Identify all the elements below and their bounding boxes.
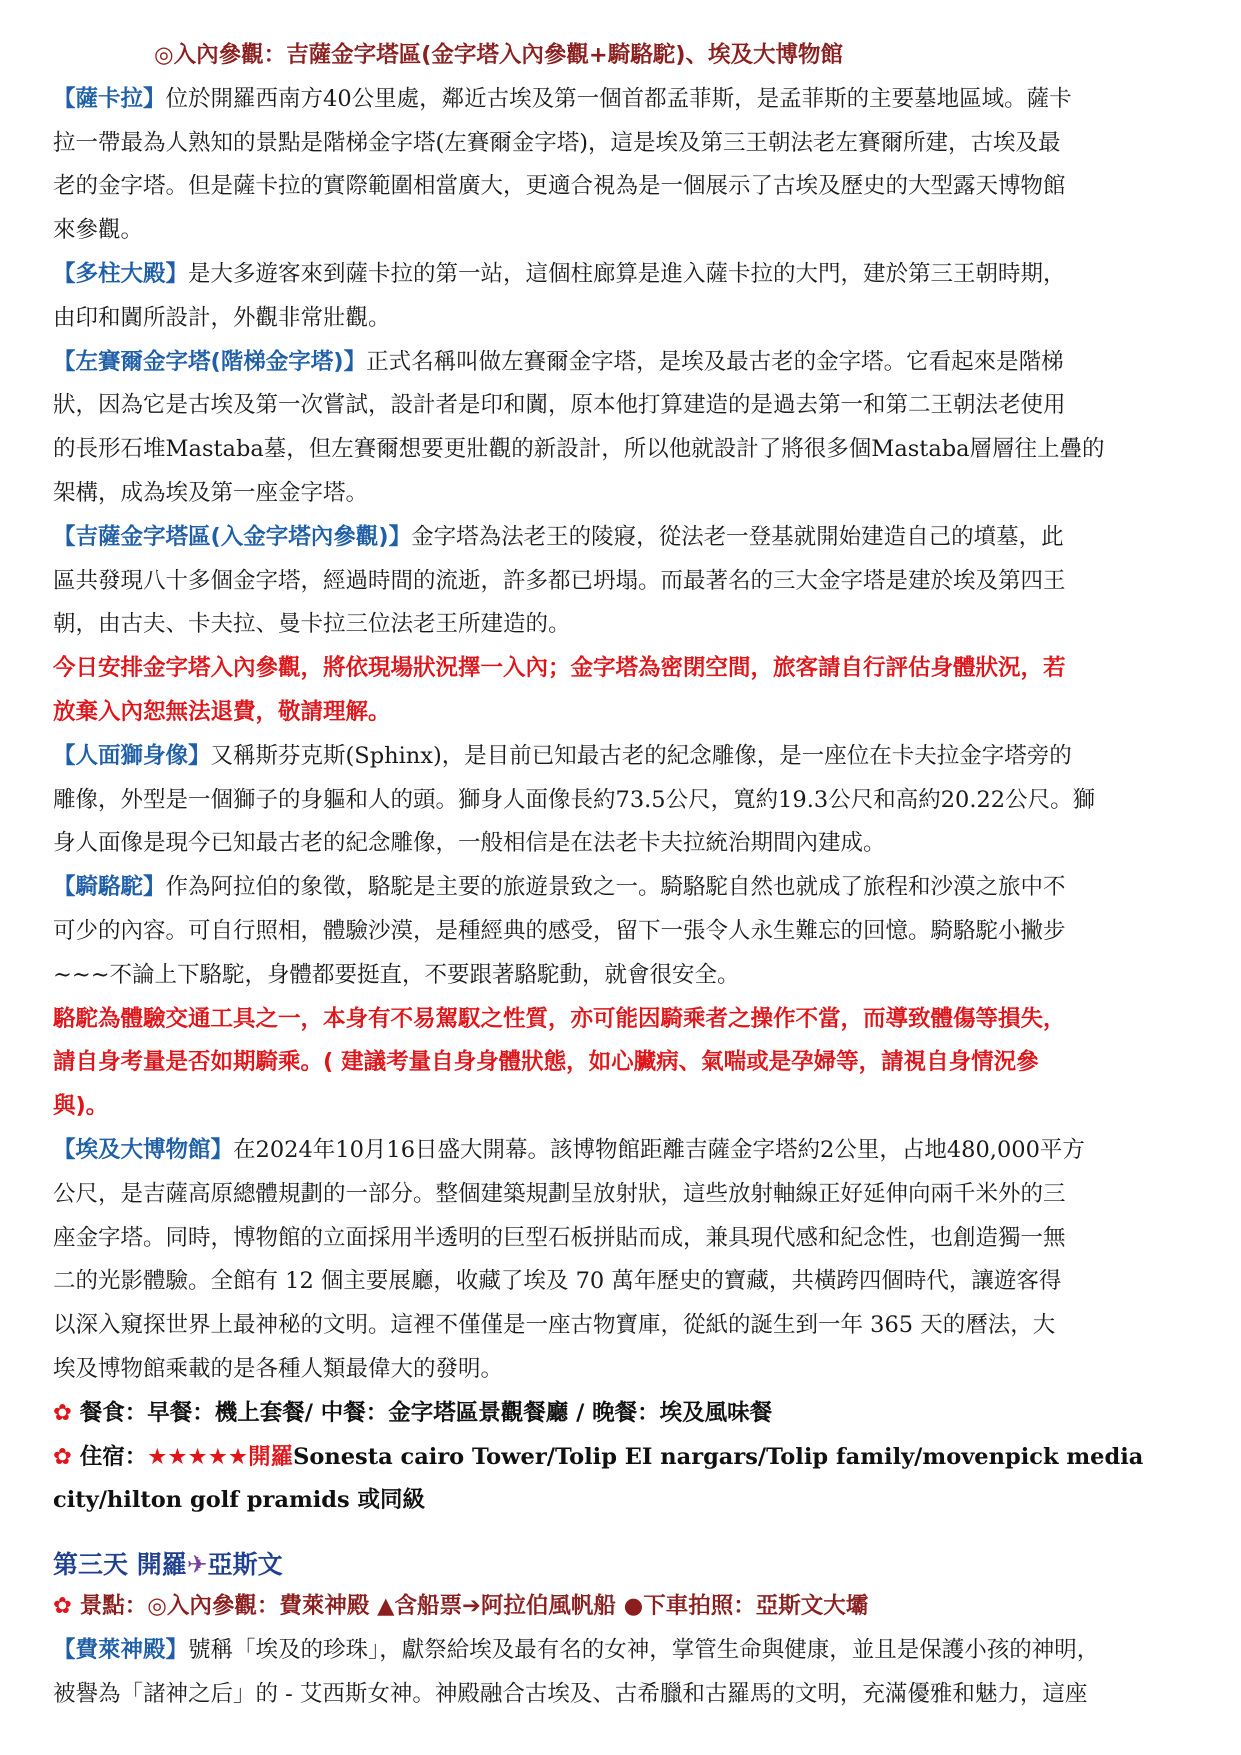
warning-line: 今日安排金字塔入內參觀，將依現場狀況擇一入內；金字塔為密閉空間，旅客請自行評估身體狀況，若: [53, 655, 1066, 682]
section-title: 【騎駱駝】: [53, 874, 166, 901]
text-line: 位於開羅西南方40公里處，鄰近古埃及第一個首都孟菲斯，是孟菲斯的主要墓地區域。薩卡: [165, 85, 1072, 112]
section-title: 【多柱大殿】: [53, 260, 189, 287]
day-3-title-prefix: 第三天 開羅: [53, 1550, 187, 1580]
text-line: 被譽為「諸神之后」的 - 艾西斯女神。神殿融合古埃及、古希臘和古羅馬的文明，充滿優雅和魅力，這座: [53, 1680, 1088, 1707]
text-line: 拉一帶最為人熟知的景點是階梯金字塔(左賽爾金字塔)，這是埃及第三王朝法老左賽爾所建，古埃及最: [53, 129, 1061, 156]
day-intro-heading: [53, 34, 1189, 78]
flower-icon: ✿: [53, 1399, 72, 1426]
section-title: 【吉薩金字塔區(入金字塔內參觀)】: [53, 523, 412, 550]
text-line: 作為阿拉伯的象徵，駱駝是主要的旅遊景致之一。騎駱駝自然也就成了旅程和沙漠之旅中不: [165, 874, 1066, 901]
spots-text: ◎入內參觀：費萊神殿 ▲含船票➔阿拉伯風帆船 ●下車拍照：亞斯文大壩: [147, 1593, 869, 1620]
section-title: 【費萊神殿】: [53, 1636, 189, 1663]
text-line: 二的光影體驗。全館有 12 個主要展廳，收藏了埃及 70 萬年歷史的寶藏，共橫跨四個時代，讓遊客得: [53, 1268, 1062, 1295]
day-3-title-suffix: 亞斯文: [207, 1550, 283, 1580]
text-line: 在2024年10月16日盛大開幕。該博物館距離吉薩金字塔約2公里，占地480,000平方: [233, 1136, 1085, 1163]
text-line: 座金字塔。同時，博物館的立面採用半透明的巨型石板拼貼而成，兼具現代感和紀念性，也創造獨一無: [53, 1224, 1066, 1251]
section-sphinx: [53, 735, 1189, 866]
text-line: 公尺，是吉薩高原總體規劃的一部分。整個建築規劃呈放射狀，這些放射軸線正好延伸向兩千米外的三: [53, 1180, 1066, 1207]
text-line: 朝，由古夫、卡夫拉、曼卡拉三位法老王所建造的。: [53, 611, 571, 638]
text-line: 以深入窺探世界上最神秘的文明。這裡不僅僅是一座古物寶庫，從紙的誕生到一年 365 天的曆法，大: [53, 1312, 1056, 1339]
text-line: 正式名稱叫做左賽爾金字塔，是埃及最古老的金字塔。它看起來是階梯: [366, 348, 1064, 375]
section-philae-temple: [53, 1629, 1189, 1717]
section-giza-pyramids: [53, 516, 1189, 735]
warning-line: 駱駝為體驗交通工具之一，本身有不易駕馭之性質，亦可能因騎乘者之操作不當，而導致體傷等損失，: [53, 1005, 1066, 1032]
text-line: 是大多遊客來到薩卡拉的第一站，這個柱廊算是進入薩卡拉的大門，建於第三王朝時期，: [188, 260, 1066, 287]
text-line: 埃及博物館乘載的是各種人類最偉大的發明。: [53, 1355, 504, 1382]
flower-icon: ✿: [53, 1593, 72, 1620]
intro-text: 入內參觀：吉薩金字塔區(金字塔入內參觀+騎駱駝)、埃及大博物館: [173, 42, 844, 68]
section-title: 【薩卡拉】: [53, 85, 166, 112]
text-line: 狀，因為它是古埃及第一次嘗試，設計者是印和闐，原本他打算建造的是過去第一和第二王朝法老使用: [53, 392, 1066, 419]
day-3-spots: [53, 1585, 1189, 1629]
text-line: 又稱斯芬克斯(Sphinx)，是目前已知最古老的紀念雕像，是一座位在卡夫拉金字塔旁的: [210, 742, 1072, 769]
meals-line: [53, 1392, 1189, 1436]
text-line: 身人面像是現今已知最古老的紀念雕像，一般相信是在法老卡夫拉統治期間內建成。: [53, 830, 886, 857]
text-line: 金字塔為法老王的陵寢，從法老一登基就開始建造自己的墳墓，此: [411, 523, 1064, 550]
hotel-list: Sonesta cairo Tower/Tolip EI nargars/Tolip family/movenpick media: [293, 1443, 1144, 1470]
hotel-label: 住宿：: [79, 1443, 148, 1470]
meals-text: 餐食：早餐：機上套餐/ 中餐：金字塔區景觀餐廳 / 晚餐：埃及風味餐: [79, 1399, 773, 1426]
airplane-icon: ✈: [186, 1550, 208, 1580]
text-line: 來參觀。: [53, 217, 144, 244]
intro-symbol: ◎: [154, 42, 174, 68]
section-title: 【人面獅身像】: [53, 742, 211, 769]
text-line: 架構，成為埃及第一座金字塔。: [53, 479, 369, 506]
hotel-city: 開羅: [248, 1443, 294, 1470]
section-hypostyle-hall: [53, 253, 1189, 341]
text-line: 老的金字塔。但是薩卡拉的實際範圍相當廣大，更適合視為是一個展示了古埃及歷史的大型露天博物館: [53, 173, 1066, 200]
warning-line: 放棄入內恕無法退費，敬請理解。: [53, 698, 391, 725]
text-line: 可少的內容。可自行照相，體驗沙漠，是種經典的感受，留下一張令人永生難忘的回憶。騎駱駝小撇步: [53, 917, 1066, 944]
text-line: 號稱「埃及的珍珠」，獻祭給埃及最有名的女神，掌管生命與健康，並且是保護小孩的神明，: [188, 1636, 1100, 1663]
day-3-heading: [53, 1545, 1189, 1585]
section-grand-egyptian-museum: [53, 1129, 1189, 1392]
section-camel-ride: [53, 866, 1189, 1129]
section-saqqara: [53, 78, 1189, 253]
text-line: 雕像，外型是一個獅子的身軀和人的頭。獅身人面像長約73.5公尺，寬約19.3公尺和高約20.22公尺。獅: [53, 786, 1096, 813]
text-line: 的長形石堆Mastaba墓，但左賽爾想要更壯觀的新設計，所以他就設計了將很多個Mastaba層層往上疊的: [53, 436, 1105, 463]
warning-line: 請自身考量是否如期騎乘。( 建議考量自身身體狀態，如心臟病、氣喘或是孕婦等，請視自身情況參: [53, 1049, 1039, 1076]
text-line: 區共發現八十多個金字塔，經過時間的流逝，許多都已坍塌。而最著名的三大金字塔是建於埃及第四王: [53, 567, 1066, 594]
section-djoser-pyramid: [53, 341, 1189, 516]
hotel-info: [53, 1436, 1189, 1524]
star-rating: ★★★★★: [147, 1443, 249, 1470]
text-line: ~~~不論上下駱駝，身體都要挺直，不要跟著駱駝動，就會很安全。: [53, 961, 740, 988]
section-title: 【左賽爾金字塔(階梯金字塔)】: [53, 348, 367, 375]
section-title: 【埃及大博物館】: [53, 1136, 234, 1163]
hotel-list-continued: city/hilton golf pramids 或同級: [53, 1487, 426, 1514]
text-line: 由印和闐所設計，外觀非常壯觀。: [53, 304, 391, 331]
warning-line: 與)。: [53, 1093, 109, 1120]
spots-label: 景點：: [79, 1593, 148, 1620]
flower-icon: ✿: [53, 1443, 72, 1470]
